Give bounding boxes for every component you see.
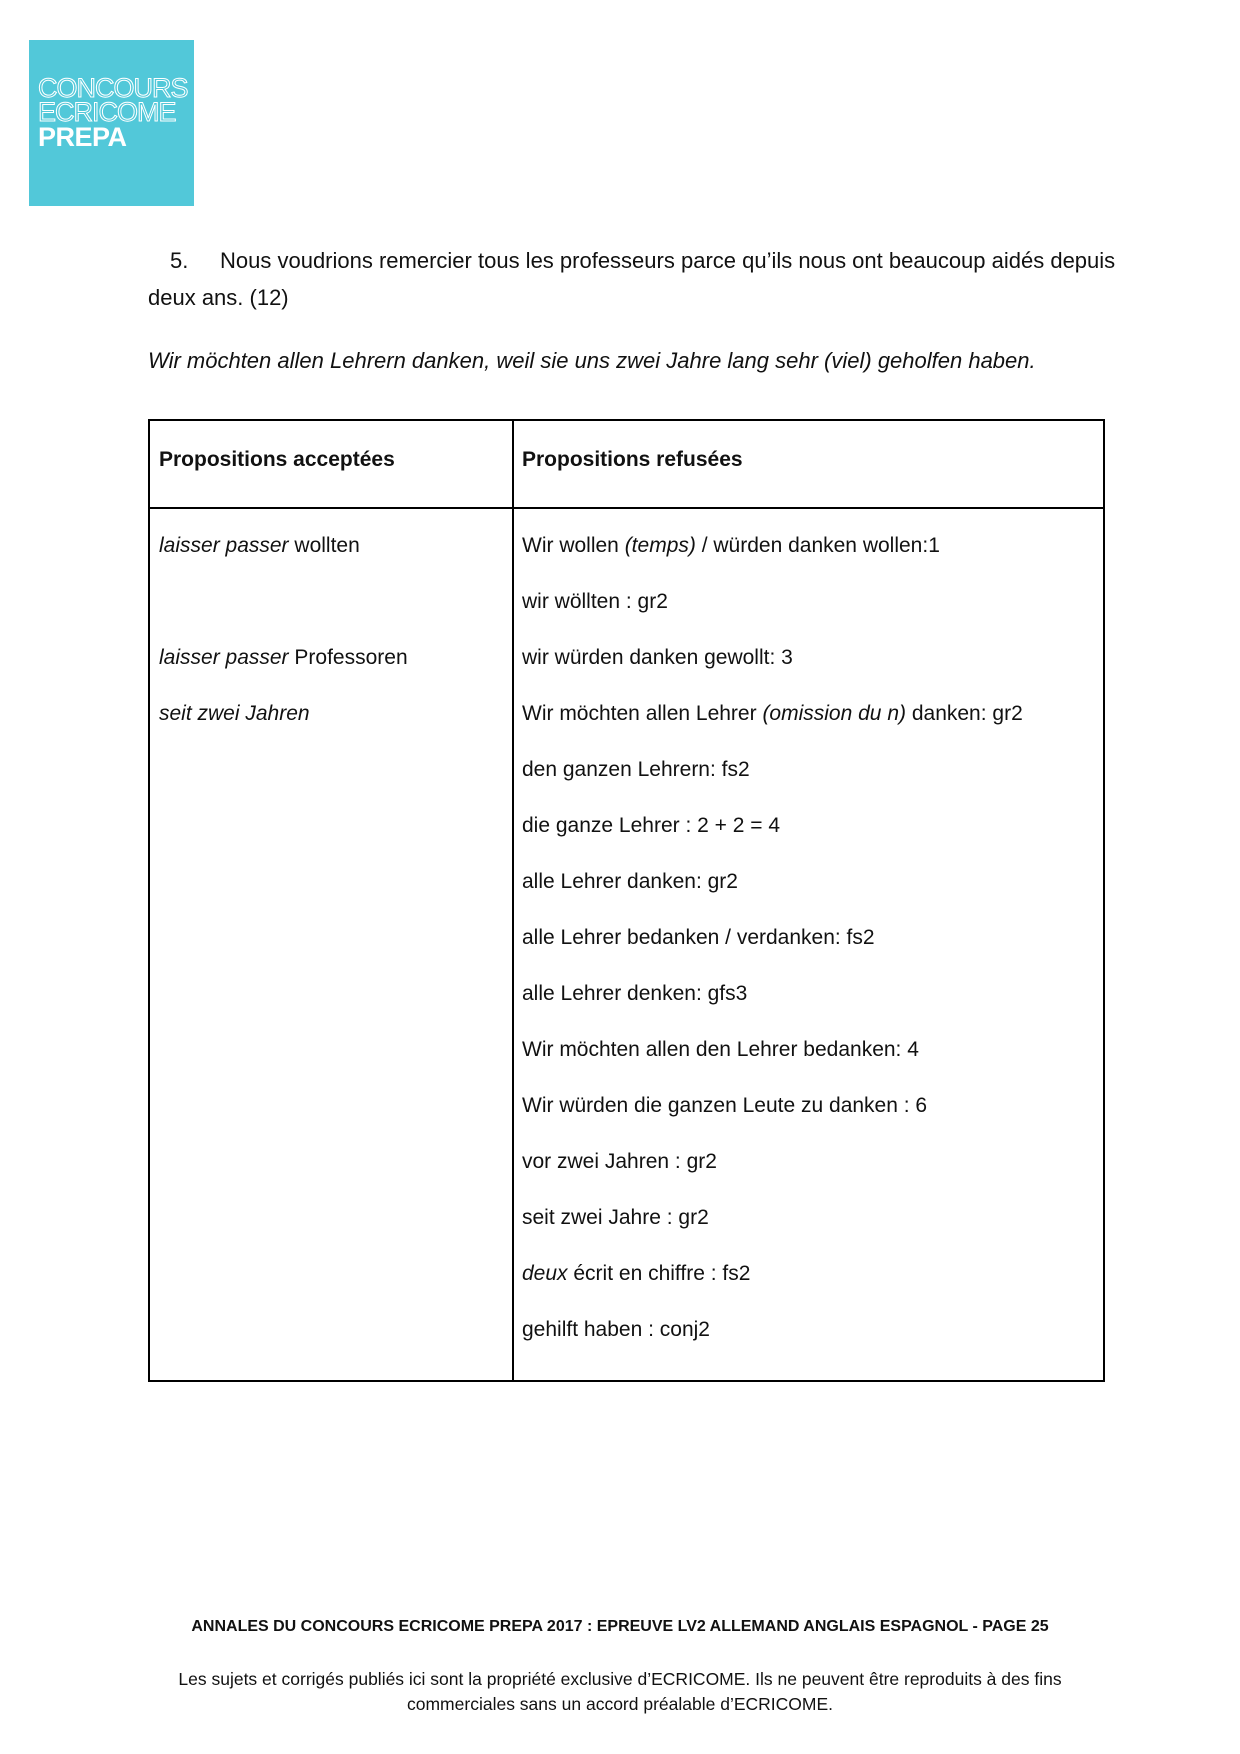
propositions-table [148, 419, 1105, 1382]
refused-item: Wir würden die ganzen Leute zu danken : 6 [522, 1094, 928, 1117]
accepted-item-text: wollten [288, 534, 360, 557]
question-text: Nous voudrions remercier tous les professeurs parce qu’ils nous ont beaucoup aidés depuis deux ans. (12) [148, 248, 1116, 310]
refused-text: danken: gr2 [906, 702, 1023, 725]
footer-title: ANNALES DU CONCOURS ECRICOME PREPA 2017 : EPREUVE LV2 ALLEMAND ANGLAIS ESPAGNOL - PAGE 25 [191, 1618, 1049, 1635]
refused-item: alle Lehrer denken: gfs3 [522, 982, 748, 1005]
accepted-item-italic: laisser passer [159, 534, 289, 557]
accepted-item [159, 533, 408, 589]
accepted-item [159, 701, 408, 757]
logo-line-prepa: PREPA [38, 122, 127, 152]
refused-italic: (temps) [624, 534, 696, 557]
refused-item: die ganze Lehrer : 2 + 2 = 4 [522, 814, 781, 837]
refused-item [522, 1261, 1023, 1317]
logo-line-concours: CONCOURS [38, 73, 188, 103]
refused-text: Wir wollen [522, 534, 625, 557]
question-5 [148, 242, 1148, 316]
refused-item: gehilft haben : conj2 [522, 1318, 710, 1341]
refused-item: wir würden danken gewollt: 3 [522, 646, 793, 669]
refused-item: Wir möchten allen den Lehrer bedanken: 4 [522, 1038, 919, 1061]
ecricome-logo [29, 40, 194, 206]
refused-item: den ganzen Lehrern: fs2 [522, 758, 750, 781]
question-number: 5. [170, 248, 189, 273]
header-refused: Propositions refusées [522, 448, 743, 471]
model-answer: Wir möchten allen Lehrern danken, weil sie uns zwei Jahre lang sehr (viel) geholfen haben. [148, 348, 1036, 373]
header-accepted: Propositions acceptées [159, 448, 395, 471]
refused-item: alle Lehrer bedanken / verdanken: fs2 [522, 926, 875, 949]
refused-item: seit zwei Jahre : gr2 [522, 1206, 709, 1229]
refused-italic: (omission du n) [762, 702, 906, 725]
refused-item [522, 701, 1023, 757]
refused-italic: deux [522, 1262, 568, 1285]
accepted-item-empty [159, 589, 408, 645]
refused-column [522, 533, 1023, 1373]
accepted-item-italic: seit zwei Jahren [159, 702, 310, 725]
footer-notice: Les sujets et corrigés publiés ici sont la propriété exclusive d’ECRICOME. Ils ne peuvent être reproduits à des fins commerciales sans un accord préalable d’ECRICOME. [178, 1669, 1062, 1714]
table-column-divider [512, 421, 514, 1380]
refused-item: alle Lehrer danken: gr2 [522, 870, 738, 893]
accepted-item-text: Professoren [288, 646, 408, 669]
refused-item: vor zwei Jahren : gr2 [522, 1150, 717, 1173]
logo-line-ecricome: ECRICOME [38, 97, 176, 127]
refused-text: Wir möchten allen Lehrer [522, 702, 763, 725]
refused-item [522, 533, 1023, 589]
refused-item: wir wöllten : gr2 [522, 590, 668, 613]
refused-text: écrit en chiffre : fs2 [567, 1262, 751, 1285]
table-header-divider [150, 507, 1103, 509]
accepted-item-italic: laisser passer [159, 646, 289, 669]
refused-text: / würden danken wollen:1 [695, 534, 940, 557]
accepted-column [159, 533, 408, 757]
accepted-item [159, 645, 408, 701]
